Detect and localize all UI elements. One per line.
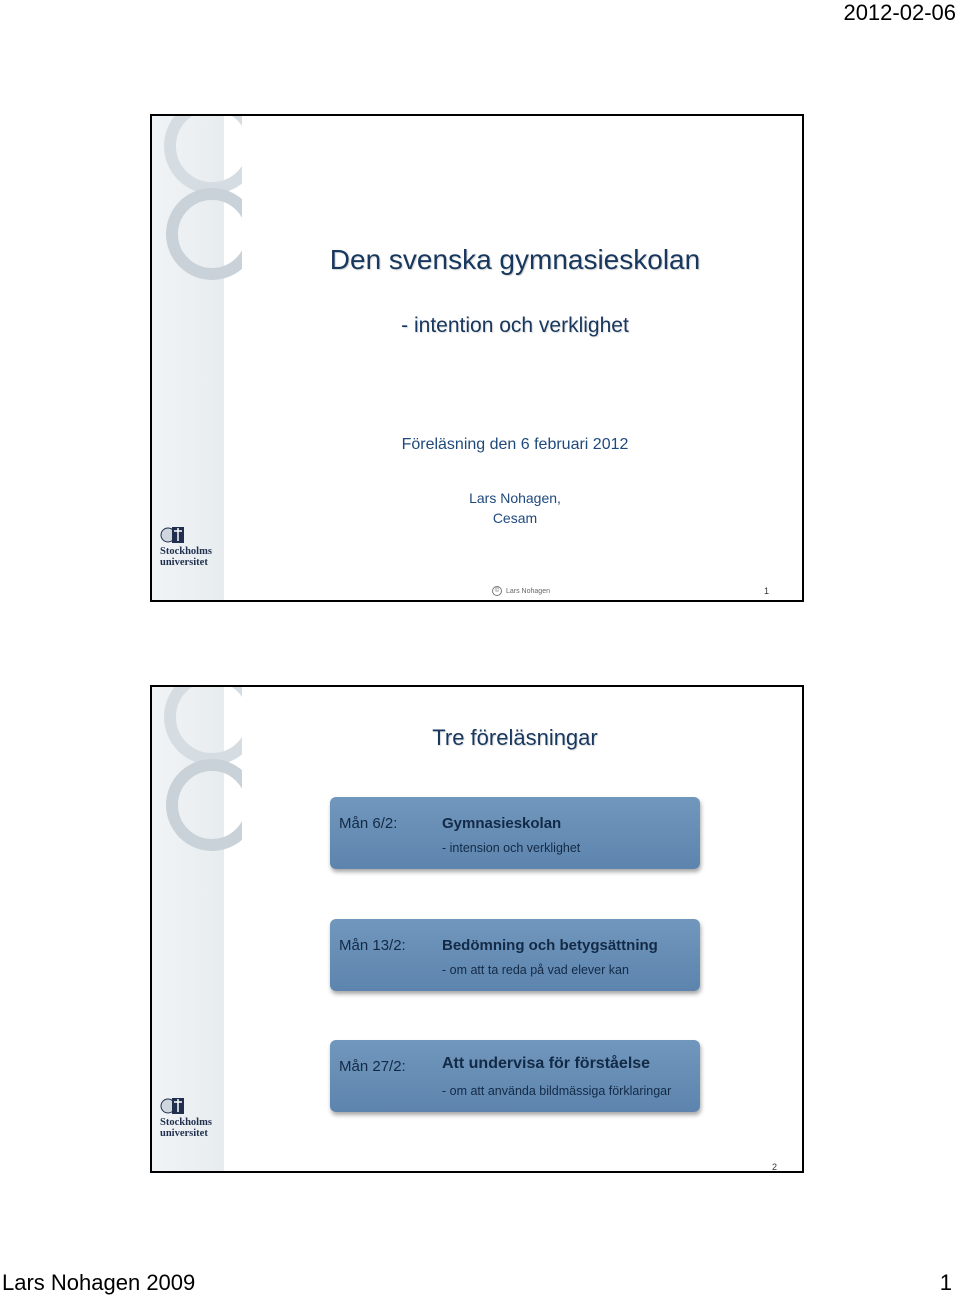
copyright-text: Lars Nohagen	[506, 587, 550, 595]
decorative-arcs	[152, 687, 242, 857]
author-organization: Cesam	[492, 510, 538, 526]
slide-title: Tre föreläsningar	[432, 725, 598, 750]
lecture-topic: Bedömning och betygsättning	[442, 937, 658, 954]
slide-number: 1	[764, 586, 770, 596]
slide-number: 2	[772, 1162, 778, 1172]
lecture-date: Mån 6/2:	[339, 815, 398, 832]
page-number: 1	[939, 1270, 952, 1295]
author-name: Lars Nohagen,	[469, 490, 561, 506]
slide-2	[150, 685, 804, 1173]
lecture-topic: Att undervisa för förståelse	[442, 1055, 651, 1072]
slide-subtitle: - intention och verklighet	[401, 314, 629, 337]
lecture-subtopic: - intension och verklighet	[442, 841, 581, 855]
lecture-subtopic: - om att ta reda på vad elever kan	[442, 963, 629, 977]
university-logo	[160, 1095, 214, 1141]
copyright-note	[492, 586, 550, 596]
slide-1	[150, 114, 804, 602]
lecture-subtopic: - om att använda bildmässiga förklaringar	[442, 1084, 672, 1098]
author	[152, 488, 802, 528]
logo-text-line-2: universitet	[160, 557, 208, 568]
copyright-icon: ©	[492, 586, 502, 596]
page-date: 2012-02-06	[843, 0, 956, 25]
lecture-date: Mån 13/2:	[339, 937, 406, 954]
slide-title: Den svenska gymnasieskolan	[329, 244, 701, 275]
lecture-item	[330, 919, 700, 991]
lecture-item	[330, 797, 700, 869]
lecture-date: Mån 27/2:	[339, 1058, 406, 1075]
lecture-topic: Gymnasieskolan	[442, 815, 562, 832]
lecture-item	[330, 1040, 700, 1112]
logo-text-line-1: Stockholms	[160, 1117, 212, 1128]
logo-text-line-2: universitet	[160, 1128, 208, 1139]
logo-text-line-1: Stockholms	[160, 546, 212, 557]
lecture-date: Föreläsning den 6 februari 2012	[401, 436, 629, 453]
page-footer-author: Lars Nohagen 2009	[2, 1270, 196, 1295]
university-logo	[160, 524, 214, 570]
crest-icon	[160, 1095, 186, 1117]
